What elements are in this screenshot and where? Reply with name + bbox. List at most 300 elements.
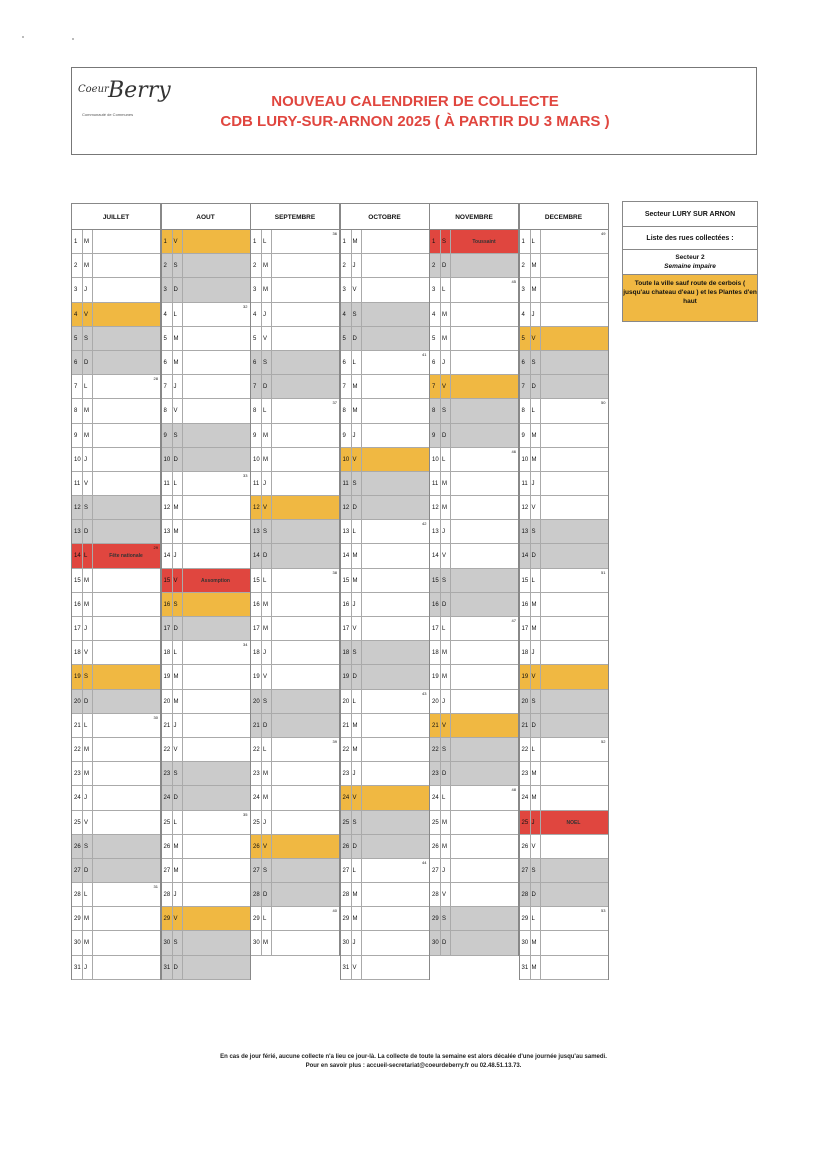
day-number: 11	[164, 472, 173, 495]
day-row	[520, 883, 608, 907]
day-row	[162, 931, 250, 955]
day-row	[520, 641, 608, 665]
day-number: 7	[343, 375, 352, 398]
sector-panel	[622, 201, 758, 322]
day-row	[520, 835, 608, 859]
day-row	[520, 907, 608, 931]
day-number: 30	[343, 931, 352, 954]
day-letter: J	[174, 544, 183, 567]
day-number: 20	[432, 690, 441, 713]
day-letter: M	[174, 327, 183, 350]
day-letter: M	[263, 617, 272, 640]
day-row	[251, 448, 339, 472]
day-number: 22	[253, 738, 262, 761]
day-row	[251, 883, 339, 907]
month-column-aout	[161, 203, 251, 980]
day-number: 9	[164, 424, 173, 447]
day-number: 16	[253, 593, 262, 616]
day-letter: V	[174, 738, 183, 761]
day-number: 17	[164, 617, 173, 640]
day-row	[251, 714, 339, 738]
day-row	[520, 327, 608, 351]
day-row	[430, 278, 518, 302]
day-number: 6	[253, 351, 262, 374]
day-letter: V	[84, 641, 93, 664]
day-number: 2	[74, 254, 83, 277]
day-number: 13	[164, 520, 173, 543]
day-letter: D	[84, 859, 93, 882]
month-header: OCTOBRE	[341, 203, 429, 230]
day-row	[341, 351, 429, 375]
day-row	[430, 327, 518, 351]
day-row	[162, 327, 250, 351]
day-row	[341, 327, 429, 351]
day-row	[341, 593, 429, 617]
day-number: 9	[74, 424, 83, 447]
day-row	[341, 496, 429, 520]
day-row	[430, 883, 518, 907]
day-row	[341, 641, 429, 665]
day-row	[162, 351, 250, 375]
day-row	[430, 230, 518, 254]
day-number: 21	[74, 714, 83, 737]
day-number: 26	[164, 835, 173, 858]
day-number: 20	[74, 690, 83, 713]
day-row	[251, 690, 339, 714]
day-number: 15	[432, 569, 441, 592]
day-letter: D	[532, 883, 541, 906]
day-letter: L	[263, 907, 272, 930]
day-row	[251, 496, 339, 520]
week-number: 39	[332, 738, 337, 744]
day-letter: M	[84, 931, 93, 954]
week-number: 28	[153, 376, 158, 382]
day-letter: V	[263, 665, 272, 688]
day-row	[251, 593, 339, 617]
day-letter: V	[442, 883, 451, 906]
day-row	[72, 665, 160, 689]
day-number: 21	[432, 714, 441, 737]
day-number: 20	[522, 690, 531, 713]
day-row	[520, 351, 608, 375]
day-number: 26	[432, 835, 441, 858]
day-number: 6	[343, 351, 352, 374]
day-letter: S	[353, 303, 362, 326]
day-row	[341, 762, 429, 786]
day-letter: V	[84, 811, 93, 834]
day-number: 10	[343, 448, 352, 471]
day-letter: L	[263, 569, 272, 592]
day-number: 4	[253, 303, 262, 326]
day-row	[430, 617, 518, 641]
footer-contact: Pour en savoir plus : accueil-secretariat@coeurdeberry.fr ou 02.48.51.13.73.	[305, 1063, 522, 1069]
day-letter: M	[84, 399, 93, 422]
day-number: 21	[343, 714, 352, 737]
day-number: 29	[343, 907, 352, 930]
day-letter: S	[532, 520, 541, 543]
day-row	[430, 907, 518, 931]
day-number: 26	[522, 835, 531, 858]
day-row	[72, 496, 160, 520]
day-row	[341, 931, 429, 955]
day-number: 23	[343, 762, 352, 785]
day-number: 18	[164, 641, 173, 664]
day-number: 23	[74, 762, 83, 785]
day-number: 26	[253, 835, 262, 858]
day-letter: J	[442, 351, 451, 374]
day-row	[72, 399, 160, 423]
day-letter: M	[532, 617, 541, 640]
day-letter: S	[442, 230, 451, 253]
day-number: 12	[432, 496, 441, 519]
day-number: 20	[253, 690, 262, 713]
day-letter: J	[353, 931, 362, 954]
day-number: 8	[522, 399, 531, 422]
day-number: 2	[432, 254, 441, 277]
day-row	[251, 762, 339, 786]
day-letter: J	[353, 254, 362, 277]
day-letter: L	[442, 617, 451, 640]
day-number: 15	[164, 569, 173, 592]
day-letter: M	[353, 907, 362, 930]
day-number: 9	[432, 424, 441, 447]
day-row	[520, 399, 608, 423]
day-row	[162, 375, 250, 399]
day-row	[162, 472, 250, 496]
day-letter: M	[532, 254, 541, 277]
day-letter: L	[532, 907, 541, 930]
day-row	[430, 931, 518, 955]
day-letter: M	[174, 859, 183, 882]
day-letter: D	[532, 714, 541, 737]
day-number: 30	[253, 931, 262, 954]
day-number: 14	[164, 544, 173, 567]
day-row	[430, 303, 518, 327]
day-number: 16	[522, 593, 531, 616]
day-number: 13	[522, 520, 531, 543]
day-row	[520, 448, 608, 472]
day-row	[72, 738, 160, 762]
day-number: 1	[432, 230, 441, 253]
day-row	[162, 617, 250, 641]
day-number: 23	[253, 762, 262, 785]
day-letter: L	[532, 569, 541, 592]
day-row	[341, 883, 429, 907]
day-row	[341, 617, 429, 641]
day-letter: S	[263, 351, 272, 374]
day-row	[72, 617, 160, 641]
day-letter: J	[353, 424, 362, 447]
day-row	[72, 931, 160, 955]
day-number: 25	[74, 811, 83, 834]
day-row	[72, 593, 160, 617]
day-row	[341, 835, 429, 859]
day-number: 27	[343, 859, 352, 882]
day-letter: J	[442, 859, 451, 882]
week-number: 52	[601, 738, 606, 744]
day-letter: S	[174, 593, 183, 616]
day-row	[162, 883, 250, 907]
day-letter: D	[442, 254, 451, 277]
day-number: 7	[164, 375, 173, 398]
day-letter: M	[263, 762, 272, 785]
sector-number: Secteur 2	[675, 254, 705, 261]
month-header: SEPTEMBRE	[251, 203, 339, 230]
day-number: 17	[253, 617, 262, 640]
day-number: 13	[432, 520, 441, 543]
day-row	[341, 665, 429, 689]
day-letter: M	[263, 448, 272, 471]
day-number: 24	[164, 786, 173, 809]
day-row	[341, 254, 429, 278]
day-row	[341, 738, 429, 762]
week-number: 33	[243, 472, 248, 478]
week-number: 46	[511, 448, 516, 454]
day-number: 1	[522, 230, 531, 253]
day-row	[520, 424, 608, 448]
day-row	[72, 883, 160, 907]
holiday-label: Toussaint	[472, 239, 496, 245]
day-letter: M	[532, 786, 541, 809]
day-letter: V	[174, 399, 183, 422]
day-letter: S	[353, 811, 362, 834]
day-row	[341, 472, 429, 496]
day-letter: D	[263, 375, 272, 398]
day-letter: J	[442, 520, 451, 543]
day-row	[430, 786, 518, 810]
day-letter: L	[84, 544, 93, 567]
day-number: 1	[164, 230, 173, 253]
day-row	[251, 931, 339, 955]
day-letter: M	[532, 278, 541, 301]
day-row	[341, 714, 429, 738]
day-letter: M	[532, 424, 541, 447]
day-number: 4	[74, 303, 83, 326]
day-letter: J	[263, 472, 272, 495]
day-number: 17	[343, 617, 352, 640]
day-row	[520, 303, 608, 327]
day-row	[520, 593, 608, 617]
day-letter: J	[174, 375, 183, 398]
day-letter: L	[353, 351, 362, 374]
day-number: 12	[164, 496, 173, 519]
day-row	[251, 738, 339, 762]
day-number: 16	[74, 593, 83, 616]
day-row	[430, 254, 518, 278]
day-row	[72, 303, 160, 327]
day-row	[251, 859, 339, 883]
day-row	[72, 835, 160, 859]
day-row	[341, 569, 429, 593]
day-letter: M	[442, 327, 451, 350]
day-letter: S	[174, 762, 183, 785]
day-letter: M	[84, 762, 93, 785]
day-number: 28	[164, 883, 173, 906]
day-number: 29	[522, 907, 531, 930]
day-number: 6	[522, 351, 531, 374]
day-number: 16	[343, 593, 352, 616]
day-row	[341, 811, 429, 835]
day-row	[251, 230, 339, 254]
month-header: AOUT	[162, 203, 250, 230]
day-row	[520, 254, 608, 278]
day-letter: L	[532, 738, 541, 761]
day-number: 2	[253, 254, 262, 277]
day-number: 16	[432, 593, 441, 616]
day-letter: V	[263, 496, 272, 519]
day-row	[430, 399, 518, 423]
day-row	[72, 569, 160, 593]
day-letter: M	[174, 835, 183, 858]
day-number: 22	[343, 738, 352, 761]
day-letter: V	[532, 496, 541, 519]
day-row	[251, 569, 339, 593]
day-letter: M	[442, 641, 451, 664]
day-number: 4	[343, 303, 352, 326]
day-row	[520, 278, 608, 302]
day-row	[520, 569, 608, 593]
day-row	[341, 448, 429, 472]
day-number: 18	[522, 641, 531, 664]
day-letter: M	[263, 786, 272, 809]
day-number: 18	[432, 641, 441, 664]
week-parity: Semaine impaire	[664, 263, 716, 270]
day-number: 26	[343, 835, 352, 858]
day-row	[251, 811, 339, 835]
day-letter: V	[353, 786, 362, 809]
month-header: DECEMBRE	[520, 203, 608, 230]
day-row	[430, 472, 518, 496]
day-row	[162, 738, 250, 762]
holiday-label: Assomption	[201, 577, 230, 584]
day-letter: M	[353, 375, 362, 398]
day-row	[251, 835, 339, 859]
day-row	[520, 931, 608, 955]
day-row	[72, 859, 160, 883]
day-letter: L	[263, 738, 272, 761]
day-letter: J	[532, 641, 541, 664]
day-letter: S	[442, 569, 451, 592]
day-number: 22	[522, 738, 531, 761]
day-number: 7	[522, 375, 531, 398]
day-letter: M	[353, 714, 362, 737]
day-letter: V	[174, 569, 183, 592]
day-number: 25	[253, 811, 262, 834]
day-letter: M	[84, 569, 93, 592]
day-row	[520, 520, 608, 544]
day-letter: D	[84, 520, 93, 543]
day-row	[72, 690, 160, 714]
day-number: 25	[432, 811, 441, 834]
day-number: 10	[253, 448, 262, 471]
day-number: 3	[74, 278, 83, 301]
day-letter: M	[353, 569, 362, 592]
day-number: 27	[253, 859, 262, 882]
day-letter: M	[442, 835, 451, 858]
day-letter: J	[174, 883, 183, 906]
day-number: 30	[164, 931, 173, 954]
day-row	[341, 520, 429, 544]
day-number: 11	[522, 472, 531, 495]
day-letter: M	[442, 811, 451, 834]
day-row	[162, 230, 250, 254]
day-row	[72, 448, 160, 472]
day-row	[430, 714, 518, 738]
day-letter: J	[263, 811, 272, 834]
day-number: 23	[164, 762, 173, 785]
day-letter: D	[174, 617, 183, 640]
day-row	[72, 520, 160, 544]
day-number: 17	[432, 617, 441, 640]
day-letter: S	[532, 859, 541, 882]
day-letter: V	[174, 230, 183, 253]
day-letter: M	[263, 593, 272, 616]
day-row	[430, 690, 518, 714]
day-row	[162, 762, 250, 786]
month-column-juillet	[71, 203, 161, 980]
day-letter: M	[442, 472, 451, 495]
day-row	[430, 738, 518, 762]
day-number: 19	[74, 665, 83, 688]
day-number: 5	[343, 327, 352, 350]
day-letter: D	[442, 424, 451, 447]
day-row	[341, 375, 429, 399]
day-number: 20	[343, 690, 352, 713]
day-number: 21	[164, 714, 173, 737]
day-row	[520, 496, 608, 520]
day-letter: M	[84, 254, 93, 277]
day-number: 29	[432, 907, 441, 930]
day-letter: J	[263, 303, 272, 326]
day-number: 1	[253, 230, 262, 253]
day-letter: D	[532, 375, 541, 398]
day-letter: L	[84, 883, 93, 906]
day-number: 2	[522, 254, 531, 277]
day-letter: L	[442, 448, 451, 471]
day-letter: L	[174, 641, 183, 664]
day-letter: D	[84, 351, 93, 374]
day-number: 30	[432, 931, 441, 954]
day-letter: D	[174, 278, 183, 301]
day-row	[251, 327, 339, 351]
day-letter: M	[532, 448, 541, 471]
day-letter: D	[174, 786, 183, 809]
day-row	[72, 424, 160, 448]
day-letter: V	[442, 714, 451, 737]
day-number: 31	[74, 956, 83, 979]
day-letter: S	[442, 399, 451, 422]
day-letter: V	[353, 448, 362, 471]
week-number: 53	[601, 908, 606, 914]
day-number: 12	[253, 496, 262, 519]
day-row	[341, 230, 429, 254]
day-row	[72, 544, 160, 568]
day-letter: J	[84, 617, 93, 640]
day-letter: M	[353, 883, 362, 906]
day-number: 3	[432, 278, 441, 301]
day-row	[251, 424, 339, 448]
day-number: 23	[432, 762, 441, 785]
day-letter: S	[532, 690, 541, 713]
day-row	[251, 399, 339, 423]
day-number: 3	[343, 278, 352, 301]
day-number: 5	[74, 327, 83, 350]
day-number: 24	[432, 786, 441, 809]
day-letter: L	[532, 230, 541, 253]
day-row	[430, 375, 518, 399]
day-row	[430, 593, 518, 617]
day-number: 5	[432, 327, 441, 350]
